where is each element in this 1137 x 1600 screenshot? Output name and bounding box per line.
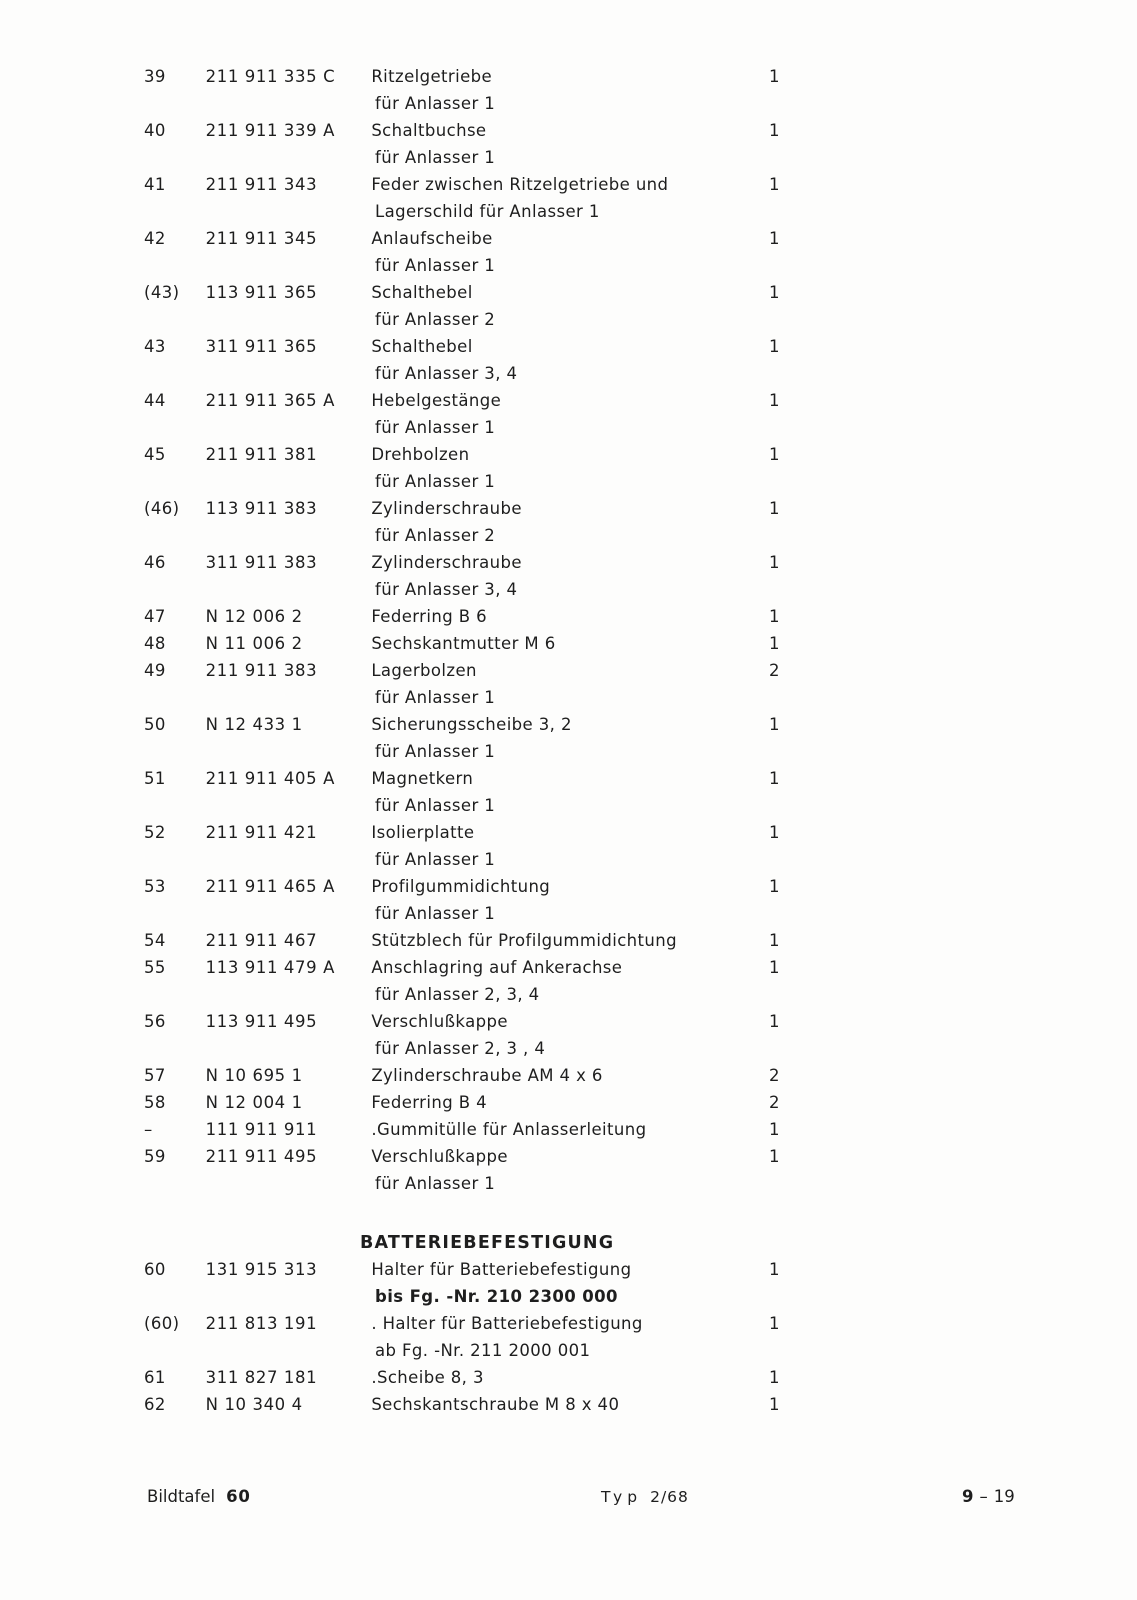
table-row [0,927,1137,954]
table-row [0,630,1137,657]
table-row [0,1256,1137,1310]
table-row-note [0,306,1137,333]
table-row [0,63,1137,117]
table-row [0,171,1137,225]
item-description: Verschlußkappe [371,1147,508,1166]
item-part-number: 211 911 421 [205,823,318,842]
item-usage-note: bis Fg. -Nr. 210 2300 000 [375,1287,618,1306]
item-position-number: 57 [144,1066,166,1085]
item-position-number: 61 [144,1368,166,1387]
table-row [0,1008,1137,1062]
item-position-number: 53 [144,877,166,896]
item-usage-note: für Anlasser 2, 3, 4 [375,985,540,1004]
table-row-note [0,198,1137,225]
table-row-note [0,360,1137,387]
table-row-note [0,90,1137,117]
item-position-number: 42 [144,229,166,248]
item-usage-note: für Anlasser 2 [375,526,496,545]
table-row-main [0,1364,1137,1391]
table-row-main [0,171,1137,198]
item-part-number: 113 911 495 [205,1012,318,1031]
item-part-number: 311 911 365 [205,337,318,356]
item-description: Sechskantmutter M 6 [371,634,556,653]
item-quantity: 2 [769,1066,780,1085]
parts-table [0,63,1137,1418]
item-part-number: 111 911 911 [205,1120,318,1139]
table-row-note [0,1170,1137,1197]
item-part-number: N 11 006 2 [205,634,303,653]
table-row-main [0,1089,1137,1116]
item-position-number: 40 [144,121,166,140]
type-reference [601,1483,689,1511]
item-quantity: 1 [769,1012,780,1031]
table-row [0,1391,1137,1418]
item-position-number: 56 [144,1012,166,1031]
item-part-number: 113 911 365 [205,283,318,302]
item-quantity: 1 [769,67,780,86]
item-usage-note: für Anlasser 3, 4 [375,580,518,599]
section-heading-row [0,1229,1137,1256]
item-quantity: 1 [769,931,780,950]
item-description: .Scheibe 8, 3 [371,1368,484,1387]
table-row [0,117,1137,171]
item-part-number: 131 915 313 [205,1260,318,1279]
section-heading: BATTERIEBEFESTIGUNG [360,1233,615,1253]
item-position-number: 55 [144,958,166,977]
page-number: 19 [993,1487,1015,1506]
item-description: Anlaufscheibe [371,229,493,248]
item-description: Zylinderschraube AM 4 x 6 [371,1066,603,1085]
item-usage-note: für Anlasser 3, 4 [375,364,518,383]
item-position-number: 44 [144,391,166,410]
table-row-main [0,1256,1137,1283]
item-description: Feder zwischen Ritzelgetriebe und [371,175,669,194]
item-position-number: 43 [144,337,166,356]
item-usage-note: für Anlasser 1 [375,472,496,491]
item-part-number: 211 911 345 [205,229,318,248]
item-quantity: 2 [769,661,780,680]
item-quantity: 2 [769,1093,780,1112]
item-usage-note: für Anlasser 2, 3 , 4 [375,1039,546,1058]
table-row-note [0,792,1137,819]
item-part-number: 311 827 181 [205,1368,318,1387]
plate-number: 60 [226,1487,251,1506]
item-description: Zylinderschraube [371,499,522,518]
item-part-number: 211 911 343 [205,175,318,194]
table-row-main [0,1062,1137,1089]
item-quantity: 1 [769,1395,780,1414]
item-description: . Halter für Batteriebefestigung [371,1314,643,1333]
item-part-number: N 12 433 1 [205,715,303,734]
type-label: Typ [601,1488,643,1506]
section [0,1197,1137,1256]
item-part-number: N 12 004 1 [205,1093,303,1112]
item-part-number: 211 911 381 [205,445,318,464]
table-row-note [0,684,1137,711]
table-row [0,603,1137,630]
table-row [0,1089,1137,1116]
item-part-number: 211 813 191 [205,1314,318,1333]
item-description: Lagerbolzen [371,661,477,680]
table-row-main [0,441,1137,468]
table-row-main [0,1116,1137,1143]
table-row-note [0,1283,1137,1310]
item-description: Schalthebel [371,337,473,356]
item-quantity: 1 [769,175,780,194]
table-row-main [0,1008,1137,1035]
table-row [0,1310,1137,1364]
item-quantity: 1 [769,1120,780,1139]
table-row-main [0,927,1137,954]
item-quantity: 1 [769,607,780,626]
table-row [0,225,1137,279]
item-part-number: 113 911 383 [205,499,318,518]
item-position-number: 41 [144,175,166,194]
table-row-note [0,144,1137,171]
item-description: Halter für Batteriebefestigung [371,1260,632,1279]
table-row [0,657,1137,711]
plate-reference [147,1483,251,1510]
table-row-note [0,468,1137,495]
table-row-main [0,117,1137,144]
table-row-note [0,522,1137,549]
item-position-number: 62 [144,1395,166,1414]
table-row-note [0,1337,1137,1364]
item-usage-note: für Anlasser 1 [375,742,496,761]
item-quantity: 1 [769,337,780,356]
item-description: Stützblech für Profilgummidichtung [371,931,677,950]
item-quantity: 1 [769,445,780,464]
item-quantity: 1 [769,1260,780,1279]
table-row-note [0,981,1137,1008]
item-quantity: 1 [769,229,780,248]
table-row-main [0,630,1137,657]
item-part-number: N 12 006 2 [205,607,303,626]
page-reference [962,1483,1015,1510]
table-row-main [0,387,1137,414]
page-footer [0,1483,1137,1510]
item-description: Drehbolzen [371,445,470,464]
item-part-number: 211 911 339 A [205,121,335,140]
item-position-number: 46 [144,553,166,572]
item-part-number: 113 911 479 A [205,958,335,977]
table-row-note [0,900,1137,927]
table-row-main [0,225,1137,252]
item-description: Ritzelgetriebe [371,67,493,86]
table-row-main [0,549,1137,576]
item-description: Federring B 4 [371,1093,487,1112]
table-row-main [0,873,1137,900]
item-quantity: 1 [769,121,780,140]
item-usage-note: für Anlasser 1 [375,256,496,275]
item-quantity: 1 [769,391,780,410]
page-group: 9 [962,1487,974,1506]
item-quantity: 1 [769,634,780,653]
table-row [0,819,1137,873]
item-position-number: 54 [144,931,166,950]
item-usage-note: für Anlasser 1 [375,904,496,923]
item-position-number: – [144,1120,153,1139]
table-row-main [0,819,1137,846]
table-row [0,1062,1137,1089]
item-part-number: 211 911 383 [205,661,318,680]
item-part-number: 311 911 383 [205,553,318,572]
item-usage-note: für Anlasser 1 [375,94,496,113]
table-row-note [0,252,1137,279]
table-row-main [0,711,1137,738]
table-row [0,441,1137,495]
item-description: Schalthebel [371,283,473,302]
item-part-number: 211 911 335 C [205,67,336,86]
item-part-number: 211 911 467 [205,931,318,950]
item-description: Verschlußkappe [371,1012,508,1031]
item-part-number: 211 911 465 A [205,877,335,896]
table-row-main [0,1391,1137,1418]
table-row-main [0,1143,1137,1170]
item-quantity: 1 [769,1314,780,1333]
item-quantity: 1 [769,823,780,842]
item-position-number: (60) [144,1314,180,1333]
table-row-note [0,846,1137,873]
table-row [0,333,1137,387]
table-row [0,954,1137,1008]
item-position-number: 49 [144,661,166,680]
item-usage-note: für Anlasser 1 [375,850,496,869]
table-row-main [0,603,1137,630]
table-row-note [0,1035,1137,1062]
table-row-note [0,414,1137,441]
item-description: Anschlagring auf Ankerachse [371,958,623,977]
item-position-number: (46) [144,499,180,518]
item-description: .Gummitülle für Anlasserleitung [371,1120,647,1139]
item-position-number: 39 [144,67,166,86]
item-position-number: 60 [144,1260,166,1279]
item-quantity: 1 [769,769,780,788]
item-quantity: 1 [769,715,780,734]
item-description: Zylinderschraube [371,553,522,572]
item-position-number: 51 [144,769,166,788]
item-description: Schaltbuchse [371,121,487,140]
table-row-note [0,576,1137,603]
table-row-main [0,63,1137,90]
table-row [0,549,1137,603]
item-position-number: 59 [144,1147,166,1166]
item-part-number: N 10 340 4 [205,1395,303,1414]
item-description: Magnetkern [371,769,474,788]
item-description: Isolierplatte [371,823,475,842]
item-part-number: 211 911 365 A [205,391,335,410]
section-spacer [0,1197,1137,1229]
item-part-number: N 10 695 1 [205,1066,303,1085]
item-part-number: 211 911 405 A [205,769,335,788]
item-usage-note: für Anlasser 1 [375,1174,496,1193]
item-usage-note: Lagerschild für Anlasser 1 [375,202,600,221]
item-usage-note: ab Fg. -Nr. 211 2000 001 [375,1341,591,1360]
item-part-number: 211 911 495 [205,1147,318,1166]
item-usage-note: für Anlasser 1 [375,796,496,815]
item-usage-note: für Anlasser 1 [375,688,496,707]
table-row [0,387,1137,441]
item-usage-note: für Anlasser 1 [375,418,496,437]
table-row-main [0,495,1137,522]
table-row-main [0,657,1137,684]
table-row-main [0,954,1137,981]
table-row [0,1364,1137,1391]
item-quantity: 1 [769,499,780,518]
item-position-number: 50 [144,715,166,734]
table-row-main [0,1310,1137,1337]
item-position-number: (43) [144,283,180,302]
type-value: 2/68 [650,1488,689,1506]
item-description: Sechskantschraube M 8 x 40 [371,1395,620,1414]
item-description: Hebelgestänge [371,391,502,410]
table-row [0,711,1137,765]
table-row-main [0,279,1137,306]
item-description: Sicherungsscheibe 3, 2 [371,715,572,734]
item-quantity: 1 [769,283,780,302]
item-position-number: 48 [144,634,166,653]
item-quantity: 1 [769,1147,780,1166]
item-position-number: 45 [144,445,166,464]
item-description: Federring B 6 [371,607,487,626]
item-usage-note: für Anlasser 2 [375,310,496,329]
table-row [0,765,1137,819]
table-row [0,1116,1137,1143]
table-row [0,873,1137,927]
page-separator: – [979,1487,988,1506]
item-quantity: 1 [769,958,780,977]
item-position-number: 47 [144,607,166,626]
table-row-main [0,333,1137,360]
table-row-main [0,765,1137,792]
item-description: Profilgummidichtung [371,877,551,896]
item-position-number: 58 [144,1093,166,1112]
item-quantity: 1 [769,553,780,572]
table-row [0,279,1137,333]
plate-label: Bildtafel [147,1487,216,1506]
item-quantity: 1 [769,877,780,896]
table-row [0,495,1137,549]
item-quantity: 1 [769,1368,780,1387]
item-usage-note: für Anlasser 1 [375,148,496,167]
table-row [0,1143,1137,1197]
table-row-note [0,738,1137,765]
item-position-number: 52 [144,823,166,842]
